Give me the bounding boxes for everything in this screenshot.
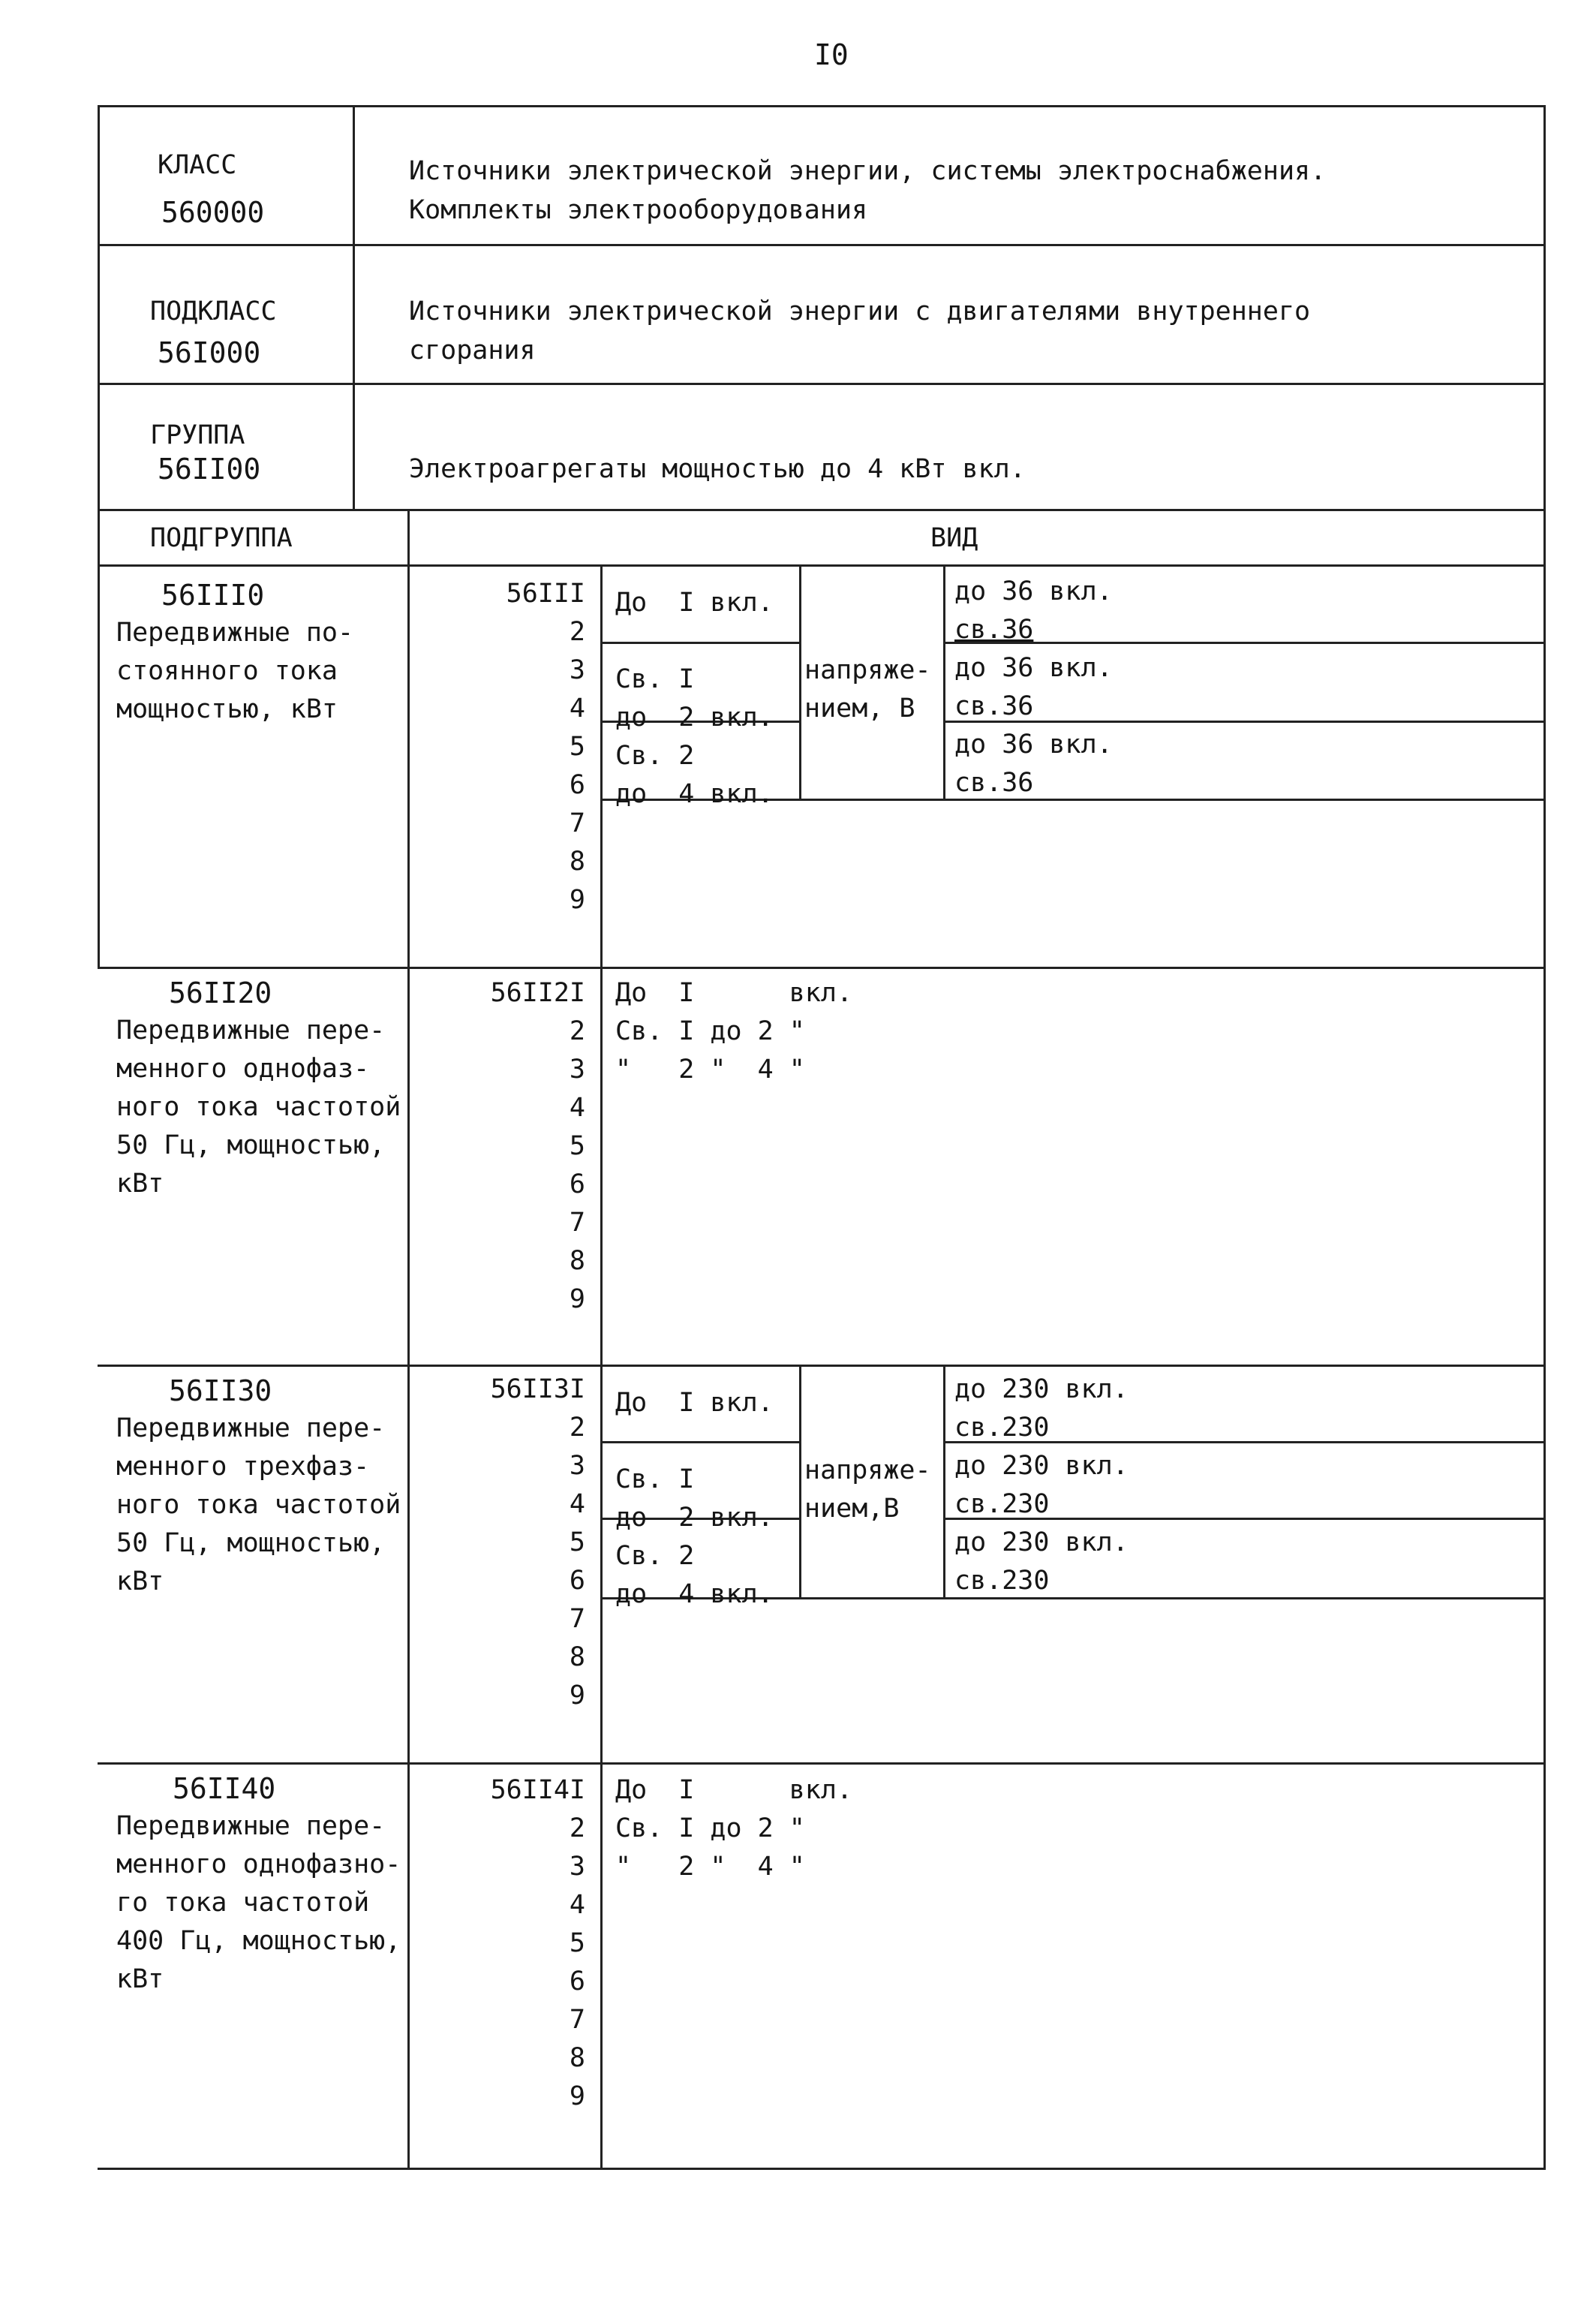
power-text: до 2 вкл.	[615, 1503, 774, 1533]
subgroup-description	[116, 1012, 401, 1203]
class-label: КЛАСС	[158, 150, 237, 180]
voltage-text: до 36 вкл.	[954, 576, 1113, 606]
subgroup-code: 56II40	[173, 1772, 276, 1805]
voltage-text: св.230	[954, 1413, 1050, 1443]
power-text	[615, 622, 774, 661]
kind-lines	[615, 1771, 852, 1886]
mid-text: напряже-	[804, 1455, 931, 1485]
power-text: до 4 вкл.	[615, 779, 774, 809]
item-code: 6	[569, 1966, 585, 1997]
item-code: 4	[569, 694, 585, 724]
kind-line: " 2 " 4 "	[615, 1055, 805, 1085]
item-code: 8	[569, 847, 585, 877]
group-text: Электроагрегаты мощностью до 4 кВт вкл.	[409, 454, 1026, 484]
power-text: Св. 2	[615, 1541, 695, 1571]
voltage-cells	[954, 1371, 1129, 1600]
item-code: 56II2I	[490, 978, 585, 1008]
desc-line: Передвижные пере-	[116, 1016, 386, 1046]
item-code: 8	[569, 2043, 585, 2073]
kind-line: Св. I до 2 "	[615, 1813, 805, 1843]
item-code: 7	[569, 808, 585, 838]
item-code: 7	[569, 1208, 585, 1238]
item-code: 6	[569, 1566, 585, 1596]
page-number: I0	[814, 38, 849, 71]
header-sep-3	[98, 509, 1546, 511]
grid-line	[943, 1365, 945, 1599]
group-code: 56II00	[158, 453, 261, 486]
voltage-text: до 36 вкл.	[954, 730, 1113, 760]
header-divider	[353, 105, 355, 510]
voltage-text: до 230 вкл.	[954, 1451, 1129, 1481]
desc-line: менного трехфаз-	[116, 1452, 370, 1482]
group-label: ГРУППА	[150, 420, 245, 450]
desc-line: го тока частотой	[116, 1888, 370, 1918]
class-text-line2: Комплекты электрооборудования	[409, 195, 868, 225]
header-left-border	[98, 105, 100, 510]
kind-line: До I вкл.	[615, 1775, 853, 1805]
item-code: 7	[569, 1604, 585, 1634]
voltage-text: до 230 вкл.	[954, 1374, 1129, 1404]
item-code: 4	[569, 1890, 585, 1920]
item-code: 2	[569, 617, 585, 647]
desc-line: 400 Гц, мощностью,	[116, 1926, 401, 1956]
item-code: 3	[569, 1852, 585, 1882]
header-top-border	[98, 105, 1546, 107]
desc-line: стоянного тока	[116, 656, 338, 686]
row-sep-3	[98, 1762, 1546, 1765]
desc-line: менного однофазно-	[116, 1849, 401, 1879]
desc-line: ного тока частотой	[116, 1092, 401, 1122]
desc-line: 50 Гц, мощностью,	[116, 1528, 386, 1558]
subgroup-code: 56II20	[169, 976, 272, 1010]
header-sep-2	[98, 383, 1546, 385]
grid-line	[799, 1365, 801, 1599]
item-code: 56II3I	[490, 1374, 585, 1404]
voltage-label	[804, 651, 931, 728]
mid-text: нием, В	[804, 694, 915, 724]
desc-line: Передвижные пере-	[116, 1413, 386, 1443]
item-code: 5	[569, 1928, 585, 1958]
item-code: 5	[569, 732, 585, 762]
item-code: 9	[569, 1681, 585, 1711]
kind-lines	[615, 974, 852, 1089]
item-code: 4	[569, 1489, 585, 1519]
voltage-text: св.36	[954, 691, 1034, 721]
power-text: Св. 2	[615, 741, 695, 771]
desc-line: мощностью, кВт	[116, 694, 338, 724]
voltage-text: св.36	[954, 768, 1034, 798]
item-code: 3	[569, 655, 585, 685]
item-code: 9	[569, 2081, 585, 2111]
power-text: До I вкл.	[615, 588, 774, 618]
power-text: Св. I	[615, 1464, 695, 1494]
subgroup-description	[116, 1410, 401, 1601]
power-text: до 4 вкл.	[615, 1579, 774, 1609]
desc-line: Передвижные по-	[116, 618, 354, 648]
header-right-border	[1543, 105, 1546, 510]
item-codes	[420, 575, 585, 919]
row-sep-1	[98, 967, 1546, 969]
power-text: до 2 вкл.	[615, 703, 774, 733]
subgroup-code: 56III0	[161, 579, 265, 612]
item-code: 2	[569, 1813, 585, 1843]
power-cells	[615, 1384, 774, 1614]
header-sep-1	[98, 244, 1546, 246]
desc-line: кВт	[116, 1169, 164, 1199]
subgroup-code: 56II30	[169, 1374, 272, 1407]
item-code: 3	[569, 1055, 585, 1085]
kind-line: До I вкл.	[615, 978, 853, 1008]
item-code: 9	[569, 885, 585, 915]
voltage-text: до 230 вкл.	[954, 1527, 1129, 1557]
voltage-cells	[954, 573, 1113, 802]
desc-line: ного тока частотой	[116, 1490, 401, 1520]
subgroup-description	[116, 1807, 401, 1999]
grid-line	[799, 564, 801, 799]
item-code: 6	[569, 770, 585, 800]
subclass-code: 56I000	[158, 336, 261, 369]
voltage-text: св.230	[954, 1566, 1050, 1596]
voltage-text: до 36 вкл.	[954, 653, 1113, 683]
subclass-text-line2: сгорания	[409, 336, 536, 366]
power-cells	[615, 584, 774, 814]
table-header-bottom	[98, 564, 1546, 567]
item-code: 3	[569, 1451, 585, 1481]
item-codes	[420, 1371, 585, 1715]
item-code: 7	[569, 2005, 585, 2035]
desc-line: Передвижные пере-	[116, 1811, 386, 1841]
mid-text: напряже-	[804, 655, 931, 685]
class-code: 560000	[161, 196, 265, 229]
item-codes	[420, 974, 585, 1319]
item-code: 56II4I	[490, 1775, 585, 1805]
row-sep-2	[98, 1365, 1546, 1367]
mid-text: нием,В	[804, 1494, 900, 1524]
item-code: 5	[569, 1527, 585, 1557]
item-code: 5	[569, 1131, 585, 1161]
power-text: До I вкл.	[615, 1388, 774, 1418]
subclass-text-line1: Источники электрической энергии с двигателями внутреннего	[409, 296, 1311, 326]
subgroup-header: ПОДГРУППА	[150, 523, 293, 553]
table-left-border	[98, 509, 100, 967]
item-code: 56III	[506, 579, 585, 609]
table-col-divider	[407, 509, 410, 2169]
kind-line: " 2 " 4 "	[615, 1852, 805, 1882]
desc-line: менного однофаз-	[116, 1054, 370, 1084]
kind-line: Св. I до 2 "	[615, 1016, 805, 1046]
item-code: 2	[569, 1413, 585, 1443]
voltage-text: св.36	[954, 615, 1034, 645]
power-text	[615, 1422, 774, 1461]
item-code: 8	[569, 1246, 585, 1276]
table-right-border	[1543, 509, 1546, 2168]
item-code: 2	[569, 1016, 585, 1046]
item-code: 8	[569, 1642, 585, 1672]
item-code: 6	[569, 1169, 585, 1199]
subclass-label: ПОДКЛАСС	[150, 296, 277, 326]
item-code: 4	[569, 1093, 585, 1123]
table-bottom-border	[98, 2168, 1546, 2170]
voltage-label	[804, 1452, 931, 1528]
item-code: 9	[569, 1284, 585, 1314]
desc-line: кВт	[116, 1964, 164, 1994]
power-text: Св. I	[615, 664, 695, 694]
voltage-text: св.230	[954, 1489, 1050, 1519]
table-code-divider	[600, 564, 603, 2169]
kind-header: ВИД	[930, 523, 978, 553]
subgroup-description	[116, 614, 401, 729]
desc-line: кВт	[116, 1566, 164, 1596]
class-text-line1: Источники электрической энергии, системы электроснабжения.	[409, 156, 1327, 186]
grid-line	[943, 564, 945, 799]
desc-line: 50 Гц, мощностью,	[116, 1130, 386, 1160]
item-codes	[420, 1771, 585, 2116]
